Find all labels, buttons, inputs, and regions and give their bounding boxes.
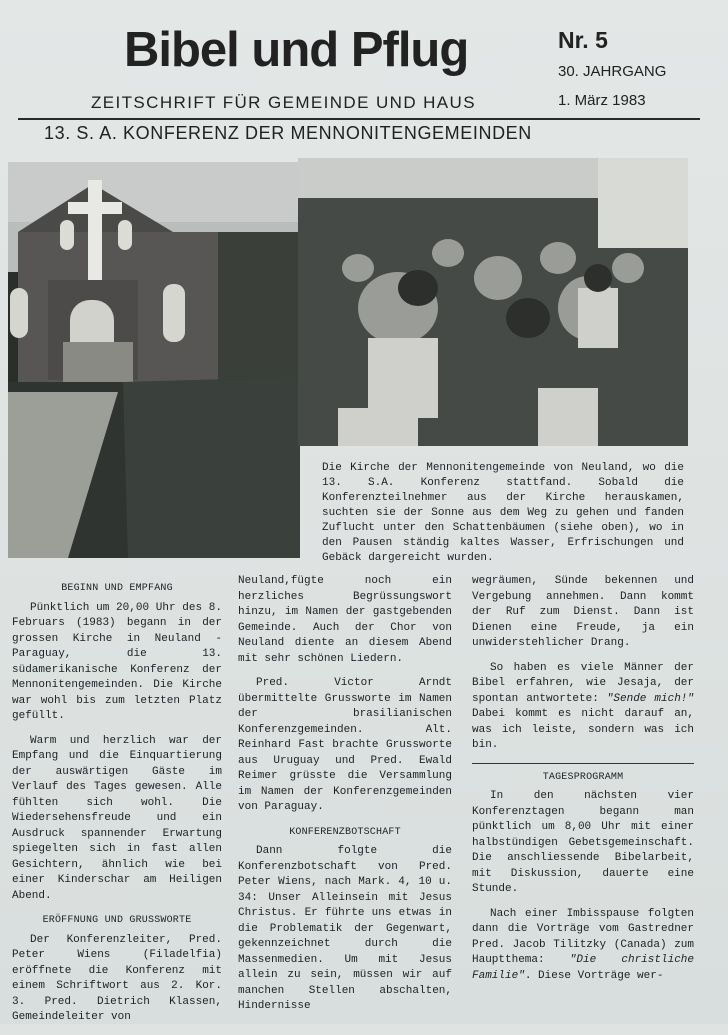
issue-number: Nr. 5	[558, 27, 608, 53]
paragraph	[472, 661, 694, 754]
volume-label: 30. JAHRGANG	[558, 63, 667, 80]
crowd-photo	[298, 158, 688, 446]
photo-caption: Die Kirche der Mennonitengemeinde von Neuland, wo die 13. S.A. Konferenz stattfand. Sobald die Konferenzteilnehmer aus der Kirche herauskamen, suchten sie der Sonne aus dem Weg zu gehen und fanden Zuflucht unter den Schattenbäumen (siehe oben), wo in den Pausen ständig kaltes Wasser, Erfrischungen und Gebäck dargereicht wurden.	[322, 462, 684, 564]
masthead-rule	[18, 118, 700, 120]
paragraph: In den nächsten vier Konferenztagen begann man pünktlich um 8,00 Uhr mit einer halbstündigen Gebetsgemeinschaft. Die anschliessende Bibelarbeit, mit Diskussion, dauerte eine Stunde.	[472, 790, 694, 895]
article-headline: 13. S. A. KONFERENZ DER MENNONITENGEMEINDEN	[44, 123, 532, 143]
section-divider	[472, 763, 694, 764]
paragraph: Warm und herzlich war der Empfang und die Einquartierung der auswärtigen Gäste im Verlauf des Tages gewesen. Alle fühlten sich wohl. Die Wiedersehensfreude und ein Ausdruck spannender Erwartung spiegelten sich in fast allen Gesichtern, ähnlich wie bei einer Kinderschar am Heiligen Abend.	[12, 734, 222, 902]
article-column-1	[12, 581, 222, 1035]
article-column-2	[238, 574, 452, 1024]
section-heading-konferenzbotschaft: KONFERENZBOTSCHAFT	[289, 826, 401, 838]
quote-text: "Sende mich!"	[606, 692, 694, 705]
quote-text: "Die christliche Familie"	[472, 954, 694, 982]
paragraph: wegräumen, Sünde bekennen und Vergebung annehmen. Dann kommt der Ruf zum Dienst. Dann ist Dienen eine Freude, ja ein unwiderstehlicher Drang.	[472, 575, 694, 649]
paragraph-text: So haben es viele Männer der Bibel erfahren, wie Jesaja, der spontan antwortete:	[472, 661, 694, 705]
issue-date: 1. März 1983	[558, 92, 646, 109]
paragraph: Dann folgte die Konferenzbotschaft von Pred. Peter Wiens, nach Mark. 4, 10 u. 34: Unser Alleinsein mit Jesus Christus. Er führte uns etwas in die Problematik der Gegenwart, gekennzeichnet durch die Massenmedien. Um mit Jesus allein zu sein, müssen wir auf manchen Stellen abschalten, Hindernisse	[238, 845, 452, 1012]
masthead-title: Bibel und Pflug	[124, 23, 469, 77]
paragraph-text: Dabei kommt es nicht darauf an, was ich leiste, sondern was ich bin.	[472, 708, 694, 751]
paragraph-text: Nach einer Imbisspause folgten dann die Vorträge vom Gastredner Pred. Jacob Tilitzky (Canada) zum Hauptthema:	[472, 907, 694, 966]
article-column-3	[472, 574, 694, 993]
church-photo	[8, 162, 300, 558]
paragraph	[472, 907, 694, 985]
paragraph-text: . Diese Vorträge wer-	[524, 969, 664, 982]
paragraph: Pünktlich um 20,00 Uhr des 8. Februars (1983) begann in der grossen Kirche in Neuland - Paraguay, die 13. südamerikanische Konferenz der Mennonitengemeinden. Die Kirche war wohl bis zum letzten Platz gefüllt.	[12, 601, 222, 722]
section-heading-eroeffnung: ERÖFFNUNG UND GRUSSWORTE	[42, 915, 192, 926]
section-heading-beginn: BEGINN UND EMPFANG	[61, 583, 173, 594]
paragraph: Der Konferenzleiter, Pred. Peter Wiens (Filadelfia) eröffnete die Konferenz mit einem Schriftwort aus 2. Kor. 3. Pred. Dietrich Klassen, Gemeindeleiter von	[12, 933, 222, 1023]
masthead-subtitle: ZEITSCHRIFT FÜR GEMEINDE UND HAUS	[91, 93, 476, 112]
section-heading-tagesprogramm: TAGESPROGRAMM	[542, 771, 624, 783]
paragraph: Neuland,fügte noch ein herzliches Begrüssungswort hinzu, im Namen der gastgebenden Gemeinde. Auch der Chor von Neuland diente an diesem Abend mit sehr schönen Liedern.	[238, 575, 452, 665]
paragraph: Pred. Victor Arndt übermittelte Grussworte im Namen der brasilianischen Konferenzgemeinden. Alt. Reinhard Fast brachte Grussworte aus Uruguay und Pred. Ewald Reimer grüsste die Versammlung im Namen der Konferenzgemeinden von Paraguay.	[238, 677, 452, 813]
